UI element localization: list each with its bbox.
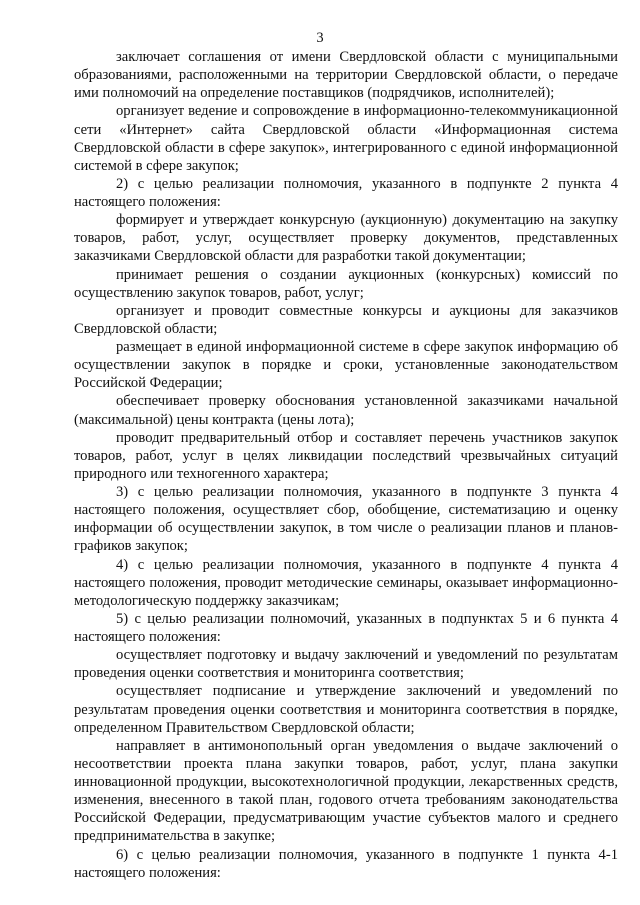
page-number: 3	[316, 30, 324, 46]
paragraph: 3) с целью реализации полномочия, указанного в подпункте 3 пункта 4 настоящего положения, осуществляет сбор, обобщение, систематизацию и оценку информации об осуществлении закупок, в том числе о реализации планов и планов-графиков закупок;	[74, 484, 618, 555]
paragraph: проводит предварительный отбор и составляет перечень участников закупок товаров, работ, услуг в целях ликвидации последствий чрезвычайных ситуаций природного или техногенного характера;	[74, 429, 618, 482]
paragraph: размещает в единой информационной системе в сфере закупок информацию об осуществлении закупок в порядке и сроки, установленные законодательством Российской Федерации;	[74, 339, 618, 392]
paragraph: организует и проводит совместные конкурсы и аукционы для заказчиков Свердловской области;	[74, 302, 618, 337]
paragraph: формирует и утверждает конкурсную (аукционную) документацию на закупку товаров, работ, услуг, осуществляет проверку документов, представленных заказчиками Свердловской области для разработки такой документации;	[74, 212, 618, 265]
paragraph: 5) с целью реализации полномочий, указанных в подпунктах 5 и 6 пункта 4 настоящего положения:	[74, 610, 618, 645]
paragraph: направляет в антимонопольный орган уведомления о выдаче заключений о несоответствии проекта плана закупки товаров, работ, услуг, плана закупки инновационной продукции, высокотехнологичной продукции, лекарственных средств, изменения, внесенного в такой план, годового отчета требованиям законодательства Российской Федерации, предусматривающим участие субъектов малого и среднего предпринимательства в закупке;	[74, 737, 618, 845]
paragraph: 2) с целью реализации полномочия, указанного в подпункте 2 пункта 4 настоящего положения:	[74, 175, 618, 210]
document-body	[74, 48, 618, 882]
paragraph: обеспечивает проверку обоснования установленной заказчиками начальной (максимальной) цены контракта (цены лота);	[74, 393, 618, 428]
paragraph: 6) с целью реализации полномочия, указанного в подпункте 1 пункта 4-1 настоящего положения:	[74, 846, 618, 881]
paragraph: заключает соглашения от имени Свердловской области с муниципальными образованиями, расположенными на территории Свердловской области, о передаче ими полномочий на определение поставщиков (подрядчиков, исполнителей);	[74, 49, 618, 102]
paragraph: принимает решения о создании аукционных (конкурсных) комиссий по осуществлению закупок товаров, работ, услуг;	[74, 266, 618, 301]
paragraph: осуществляет подготовку и выдачу заключений и уведомлений по результатам проведения оценки соответствия и мониторинга соответствия;	[74, 647, 618, 682]
paragraph: 4) с целью реализации полномочия, указанного в подпункте 4 пункта 4 настоящего положения, проводит методические семинары, оказывает информационно-методологическую поддержку заказчикам;	[74, 556, 618, 609]
paragraph: осуществляет подписание и утверждение заключений и уведомлений по результатам проведения оценки соответствия и мониторинга соответствия в порядке, определенном Правительством Свердловской области;	[74, 683, 618, 736]
paragraph: организует ведение и сопровождение в информационно-телекоммуникационной сети «Интернет» сайта Свердловской области «Информационная система Свердловской области в сфере закупок», интегрированного с единой информационной системой в сфере закупок;	[74, 103, 618, 174]
